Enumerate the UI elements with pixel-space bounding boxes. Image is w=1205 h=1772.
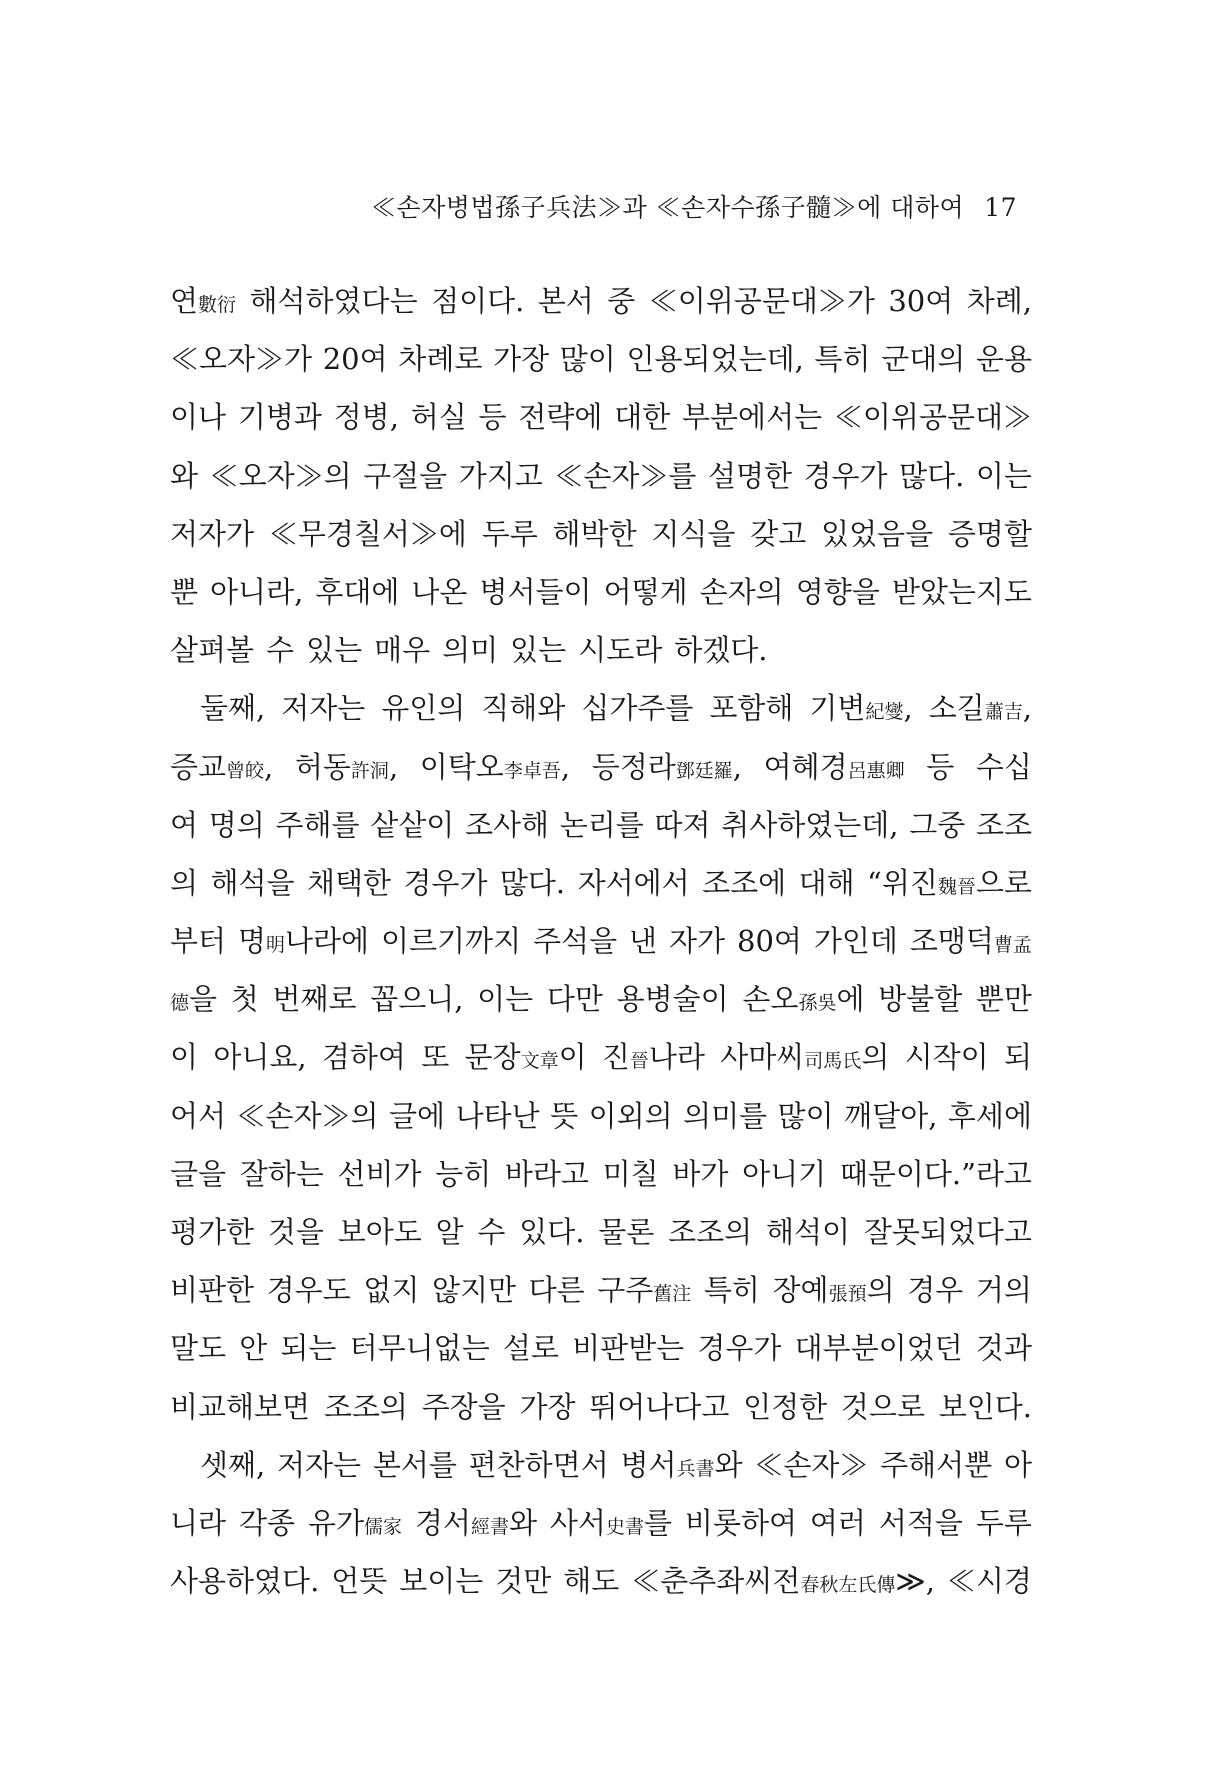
word: 것을 bbox=[267, 1215, 324, 1249]
word: 것만 bbox=[495, 1564, 552, 1599]
word: 설명한 bbox=[707, 458, 792, 493]
word: 와 bbox=[170, 458, 199, 493]
word: 조조의 bbox=[323, 1389, 408, 1424]
word: 바가 bbox=[672, 1156, 729, 1191]
word: 설로 bbox=[502, 1331, 559, 1366]
word: 기병과 bbox=[237, 400, 322, 435]
word: 편찬하면서 bbox=[468, 1447, 609, 1482]
word: 깨달아, bbox=[844, 1098, 938, 1133]
page-number: 17 bbox=[984, 193, 1017, 222]
hanja-gloss: 司馬氏 bbox=[804, 1050, 862, 1073]
word: 보아도 bbox=[337, 1215, 422, 1249]
word: 바라고 bbox=[504, 1156, 589, 1191]
word: 여러 bbox=[809, 1505, 866, 1540]
word: 거의 bbox=[975, 1273, 1032, 1308]
word: ≪이위공문대≫가 bbox=[648, 284, 875, 318]
word: 다른 bbox=[528, 1273, 585, 1308]
word: 저자가 bbox=[170, 516, 255, 551]
word: 경우가 bbox=[403, 865, 488, 900]
word: 그중 bbox=[909, 807, 966, 842]
word: 니라 bbox=[170, 1505, 227, 1540]
word: 경서經書와 bbox=[414, 1505, 537, 1540]
word: 유가儒家 bbox=[307, 1505, 402, 1540]
hanja-gloss: 儒家 bbox=[363, 1515, 402, 1538]
word: 뜻 bbox=[550, 1098, 579, 1133]
text-line bbox=[170, 1203, 1032, 1261]
word: 터무니없는 bbox=[349, 1331, 490, 1366]
word: 직해와 bbox=[481, 691, 566, 726]
word: ≪손자≫ bbox=[754, 1447, 869, 1482]
word: 이외의 bbox=[588, 1098, 673, 1133]
word: 잘하는 bbox=[239, 1156, 324, 1191]
word: 첫 bbox=[230, 982, 259, 1017]
word: 의미 bbox=[442, 633, 499, 668]
hanja-gloss: 蕭吉 bbox=[984, 701, 1023, 724]
word: 두루 bbox=[975, 1505, 1032, 1540]
word: 해석을 bbox=[210, 865, 295, 900]
word: ≪오자≫의 bbox=[209, 458, 352, 493]
word: 기변紀燮, bbox=[809, 691, 913, 726]
word: 보인다. bbox=[938, 1389, 1032, 1424]
word: 시도라 bbox=[578, 633, 663, 668]
word: 병서들이 bbox=[479, 574, 592, 609]
word: 사마씨司馬氏의 bbox=[720, 1040, 890, 1075]
word: 허동許洞, bbox=[294, 749, 399, 784]
word: 시작이 bbox=[904, 1040, 989, 1075]
word: 본서를 bbox=[372, 1447, 457, 1482]
word: 사서史書를 bbox=[549, 1505, 672, 1540]
word: 방불할 bbox=[878, 982, 963, 1017]
paragraph-start-line bbox=[170, 679, 1032, 737]
word: 있는 bbox=[306, 633, 363, 668]
text-line bbox=[170, 738, 1032, 796]
word: 되 bbox=[1003, 1040, 1032, 1075]
word: 또 bbox=[421, 1040, 450, 1075]
word: 소길蕭吉, bbox=[928, 691, 1032, 726]
word: 글에 bbox=[389, 1098, 446, 1133]
word: 자가 bbox=[669, 924, 726, 959]
word: 능히 bbox=[435, 1156, 492, 1191]
word: 뛰어나다고 bbox=[589, 1389, 730, 1424]
hanja-gloss: 經書 bbox=[470, 1515, 509, 1538]
word: 20여 bbox=[322, 342, 388, 377]
word: 80여 bbox=[737, 924, 802, 959]
word: 없지 bbox=[363, 1273, 420, 1308]
word: 해석이 bbox=[765, 1215, 851, 1249]
word: 장예張預의 bbox=[772, 1273, 895, 1308]
word: 德을 bbox=[170, 982, 218, 1017]
hanja-gloss: 兵書 bbox=[676, 1457, 715, 1480]
text-line bbox=[170, 912, 1032, 970]
word: 경우가 bbox=[697, 1331, 782, 1366]
word: 차례, bbox=[966, 284, 1032, 318]
word: 서적을 bbox=[878, 1505, 963, 1540]
text-line bbox=[170, 621, 1032, 679]
word: 등 bbox=[478, 400, 507, 435]
word: 해박한 bbox=[552, 516, 637, 551]
word: 가인데 bbox=[813, 924, 898, 959]
hanja-gloss: 數衍 bbox=[198, 294, 237, 316]
word: 아 bbox=[1003, 1447, 1032, 1482]
word: 가장 bbox=[519, 1389, 576, 1424]
word: 의미를 bbox=[683, 1098, 768, 1133]
word: 대부분이었던 bbox=[794, 1331, 963, 1366]
hanja-gloss: 李卓吾 bbox=[503, 759, 561, 782]
word: “위진魏晉으로 bbox=[867, 865, 1032, 900]
word: 차례로 bbox=[398, 342, 483, 377]
word: 용병술이 bbox=[616, 982, 729, 1017]
hanja-gloss: 呂惠卿 bbox=[847, 759, 905, 782]
word: 경우가 bbox=[803, 458, 888, 493]
word: 것과 bbox=[975, 1331, 1032, 1366]
text-line bbox=[170, 1378, 1032, 1436]
hanja-gloss: 文章 bbox=[520, 1050, 559, 1073]
word: 경우도 bbox=[266, 1273, 351, 1308]
word: 주장을 bbox=[421, 1389, 506, 1424]
word: 저자는 bbox=[277, 1447, 362, 1482]
word: 아니라, bbox=[210, 574, 304, 609]
text-line bbox=[170, 796, 1032, 854]
word: 영향을 bbox=[795, 574, 880, 609]
word: 언뜻 bbox=[331, 1564, 388, 1599]
word: 조조의 bbox=[668, 1215, 753, 1249]
word: 각종 bbox=[238, 1505, 295, 1540]
word: 가지고 bbox=[458, 458, 543, 493]
word: 조조 bbox=[975, 807, 1032, 842]
word: 문장文章이 bbox=[464, 1040, 587, 1075]
word: 뿐 bbox=[170, 574, 199, 609]
hanja-gloss: 明 bbox=[266, 934, 286, 957]
word: 저자는 bbox=[281, 691, 366, 726]
word: 대한 bbox=[614, 400, 671, 435]
word: 나온 bbox=[411, 574, 468, 609]
hanja-gloss: 德 bbox=[170, 992, 190, 1015]
text-line bbox=[170, 1494, 1032, 1552]
word: 후세에 bbox=[947, 1098, 1032, 1133]
word: 손자의 bbox=[699, 574, 784, 609]
word: 여혜경呂惠卿 bbox=[763, 749, 905, 784]
word: 명의 bbox=[208, 807, 265, 842]
word: 갖고 bbox=[750, 516, 807, 551]
hanja-gloss: 史書 bbox=[605, 1515, 644, 1538]
word: 두루 bbox=[481, 516, 538, 551]
word: 따져 bbox=[654, 807, 711, 842]
word: 하겠다. bbox=[674, 633, 768, 668]
word: 경우 bbox=[907, 1273, 964, 1308]
text-line bbox=[170, 854, 1032, 912]
word: 후대에 bbox=[315, 574, 400, 609]
word: 비판받는 bbox=[572, 1331, 685, 1366]
hanja-gloss: 孫吳 bbox=[798, 992, 837, 1015]
word: 부분에서는 bbox=[682, 400, 823, 435]
word: 이르기까지 bbox=[381, 924, 522, 959]
word: 대해 bbox=[798, 865, 855, 900]
word: 인용되었는데, bbox=[626, 342, 804, 377]
word: 받았는지도 bbox=[891, 574, 1032, 609]
text-line bbox=[170, 1087, 1032, 1145]
word: 연數衍 bbox=[170, 284, 237, 318]
word: 둘째, bbox=[200, 691, 266, 726]
running-header bbox=[371, 188, 1017, 228]
word: 특히 bbox=[814, 342, 871, 377]
text-line bbox=[170, 1319, 1032, 1377]
word: 매우 bbox=[374, 633, 431, 668]
text-line bbox=[170, 447, 1032, 505]
word: 뿐만 bbox=[975, 982, 1032, 1017]
text-line bbox=[170, 272, 1032, 330]
word: 채택한 bbox=[306, 865, 391, 900]
word: 수 bbox=[477, 1215, 506, 1249]
word: 허실 bbox=[410, 400, 467, 435]
word: 여 bbox=[170, 807, 199, 842]
word: ≪손자≫의 bbox=[236, 1098, 379, 1133]
word: 주해를 bbox=[275, 807, 360, 842]
word: 않지만 bbox=[431, 1273, 516, 1308]
word: 선비가 bbox=[337, 1156, 422, 1191]
word: 주석을 bbox=[533, 924, 618, 959]
word: 물론 bbox=[598, 1215, 655, 1249]
word: 샅샅이 bbox=[370, 807, 455, 842]
word: 되는 bbox=[280, 1331, 337, 1366]
word: 있었음을 bbox=[821, 516, 934, 551]
word: 부터 bbox=[170, 924, 227, 959]
word: 지식을 bbox=[651, 516, 736, 551]
word: ≪시경 bbox=[946, 1564, 1032, 1599]
word: ≪손자≫를 bbox=[554, 458, 697, 493]
word: 이나 bbox=[170, 400, 227, 435]
word: 30여 bbox=[888, 284, 954, 318]
text-line bbox=[170, 1028, 1032, 1086]
word: 이탁오李卓吾, bbox=[419, 749, 571, 784]
word: 평가한 bbox=[170, 1215, 255, 1249]
word: 명明나라에 bbox=[237, 924, 370, 959]
word: 많이 bbox=[777, 1098, 834, 1133]
word: 본서 bbox=[537, 284, 594, 318]
word: 전략에 bbox=[518, 400, 603, 435]
text-line bbox=[170, 1145, 1032, 1203]
word: 병서兵書와 bbox=[620, 1447, 743, 1482]
hanja-gloss: 許洞 bbox=[350, 759, 389, 782]
text-line bbox=[170, 563, 1032, 621]
word: 증교曾皎, bbox=[170, 749, 274, 784]
hanja-gloss: 春秋左氏傳 bbox=[800, 1574, 896, 1597]
word: 조조에 bbox=[702, 865, 787, 900]
word: 비롯하여 bbox=[684, 1505, 797, 1540]
word: 때문이다.”라고 bbox=[839, 1156, 1032, 1191]
hanja-gloss: 晉 bbox=[629, 1050, 649, 1073]
word: 비교해보면 bbox=[170, 1389, 311, 1424]
word: 많다. bbox=[499, 865, 566, 900]
word: 유인의 bbox=[381, 691, 466, 726]
word: ≪무경칠서≫에 bbox=[268, 516, 467, 551]
hanja-gloss: 舊注 bbox=[653, 1283, 692, 1306]
word: 있는 bbox=[510, 633, 567, 668]
word: 해석하였다는 bbox=[249, 284, 418, 318]
word: 번째로 bbox=[272, 982, 357, 1017]
word: 비판한 bbox=[170, 1273, 255, 1308]
word: 해도 bbox=[563, 1564, 620, 1599]
word: 셋째, bbox=[200, 1447, 266, 1482]
word: 사용하였다. bbox=[170, 1564, 320, 1599]
word: 다만 bbox=[546, 982, 603, 1017]
word: 어떻게 bbox=[603, 574, 688, 609]
word: 등 bbox=[926, 749, 955, 784]
word: 운용 bbox=[975, 342, 1032, 377]
word: 겸하여 bbox=[321, 1040, 406, 1075]
word: 가장 bbox=[493, 342, 550, 377]
word: 있다. bbox=[519, 1215, 585, 1249]
text-line bbox=[170, 330, 1032, 388]
word: ≪춘추좌씨전春秋左氏傳≫, bbox=[631, 1564, 935, 1599]
text-line bbox=[170, 505, 1032, 563]
word: 아니기 bbox=[742, 1156, 827, 1191]
word: 안 bbox=[239, 1331, 268, 1366]
word: 미칠 bbox=[602, 1156, 659, 1191]
word: 등정라鄧廷羅, bbox=[591, 749, 742, 784]
hanja-gloss: 曹孟 bbox=[993, 934, 1032, 957]
word: 이는 bbox=[975, 458, 1032, 493]
paragraph-start-line bbox=[170, 1436, 1032, 1494]
word: 아니요, bbox=[213, 1040, 307, 1075]
word: 자서에서 bbox=[577, 865, 690, 900]
word: 조맹덕曹孟 bbox=[909, 924, 1032, 959]
word: 십가주를 bbox=[581, 691, 694, 726]
word: 많다. bbox=[899, 458, 965, 493]
word: 취사하였는데, bbox=[721, 807, 899, 842]
word: 것으로 bbox=[840, 1389, 925, 1424]
word: 논리를 bbox=[559, 807, 644, 842]
word: 잘못되었다고 bbox=[863, 1215, 1032, 1249]
word: 어서 bbox=[170, 1098, 227, 1133]
text-line bbox=[170, 970, 1032, 1028]
word: 글을 bbox=[170, 1156, 227, 1191]
word: 중 bbox=[607, 284, 636, 318]
word: 나타난 bbox=[455, 1098, 540, 1133]
word: 보이는 bbox=[399, 1564, 484, 1599]
hanja-gloss: 張預 bbox=[828, 1283, 867, 1306]
word: 진晉나라 bbox=[601, 1040, 705, 1075]
hanja-gloss: 紀燮 bbox=[865, 701, 904, 724]
word: 포함해 bbox=[709, 691, 794, 726]
word: 알 bbox=[435, 1215, 464, 1249]
word: 정병, bbox=[333, 400, 399, 435]
text-line bbox=[170, 1552, 1032, 1610]
text-line bbox=[170, 1261, 1032, 1319]
hanja-gloss: 魏晉 bbox=[937, 875, 976, 898]
word: 의 bbox=[170, 865, 199, 900]
body-text bbox=[170, 272, 1032, 1610]
word: 증명할 bbox=[947, 516, 1032, 551]
text-line bbox=[170, 388, 1032, 446]
hanja-gloss: 鄧廷羅 bbox=[675, 759, 733, 782]
word: 조사해 bbox=[464, 807, 549, 842]
word: 많이 bbox=[559, 342, 616, 377]
word: 말도 bbox=[170, 1331, 227, 1366]
word: 이는 bbox=[477, 982, 534, 1017]
word: 꼽으니, bbox=[370, 982, 464, 1017]
chapter-title: ≪손자병법孫子兵法≫과 ≪손자수孫子髓≫에 대하여 bbox=[370, 193, 965, 222]
word: 살펴볼 bbox=[170, 633, 255, 668]
word: 이 bbox=[170, 1040, 199, 1075]
word: 인정한 bbox=[743, 1389, 828, 1424]
word: 수 bbox=[266, 633, 295, 668]
word: 군대의 bbox=[881, 342, 966, 377]
word: 특히 bbox=[703, 1273, 760, 1308]
word: 손오孫吳에 bbox=[742, 982, 865, 1017]
word: 구주舊注 bbox=[597, 1273, 692, 1308]
word: 주해서뿐 bbox=[880, 1447, 993, 1482]
word: 점이다. bbox=[431, 284, 525, 318]
word: ≪이위공문대≫ bbox=[833, 400, 1032, 435]
word: 구절을 bbox=[363, 458, 448, 493]
word: ≪오자≫가 bbox=[170, 342, 313, 377]
word: 수십 bbox=[975, 749, 1032, 784]
hanja-gloss: 曾皎 bbox=[226, 759, 265, 782]
word: 낸 bbox=[629, 924, 658, 959]
